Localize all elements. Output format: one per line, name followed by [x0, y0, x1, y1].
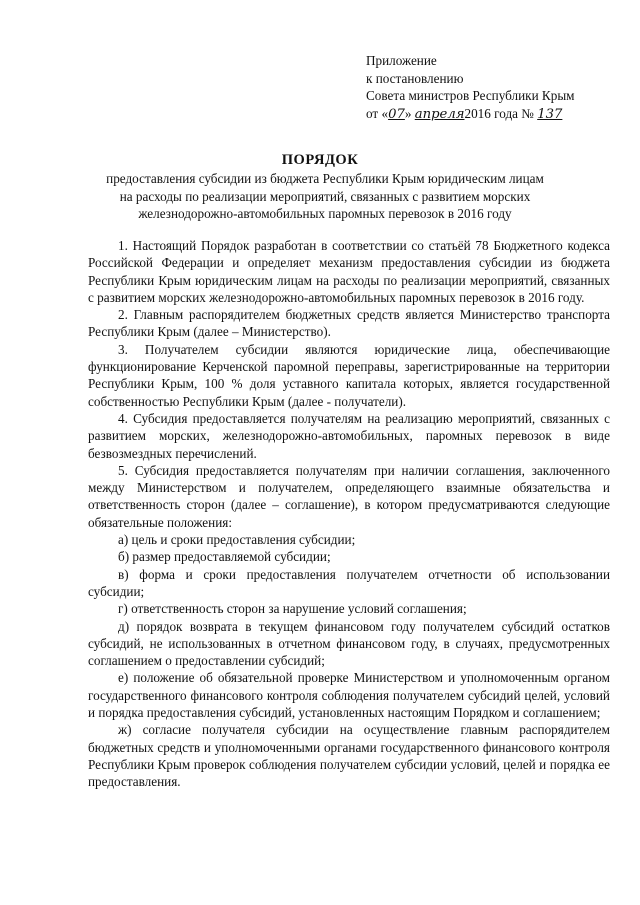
- date-prefix: от «: [366, 105, 389, 121]
- appendix-block: [366, 52, 626, 123]
- date-day-handwritten: 07: [388, 106, 405, 122]
- appendix-date-line: [366, 105, 626, 124]
- paragraph-2: 2. Главным распорядителем бюджетных средств является Министерство транспорта Республики Крым (далее – Министерство).: [88, 307, 610, 340]
- appendix-line-2: к постановлению: [366, 70, 464, 86]
- document-number-handwritten: 137: [537, 106, 563, 122]
- subitem-v: в) форма и сроки предоставления получателем отчетности об использовании субсидии;: [88, 566, 610, 599]
- subitem-a: а) цель и сроки предоставления субсидии;: [118, 532, 356, 548]
- document-subtitle: предоставления субсидии из бюджета Республики Крым юридическим лицам на расходы по реализации мероприятий, связанных с развитием морских железнодорожно-автомобильных паромных перевозок в 2016 году: [106, 171, 544, 222]
- appendix-line-3: Совета министров Республики Крым: [366, 88, 575, 103]
- document-title: ПОРЯДОК: [281, 152, 359, 168]
- document-body: [88, 237, 610, 791]
- paragraph-5: 5. Субсидия предоставляется получателям при наличии соглашения, заключенного между Министерством и получателем, определяющего взаимные обязательства и ответственность сторон (далее – соглашение), в котором предусматриваются следующие обязательные положения:: [88, 462, 610, 530]
- subitem-b: б) размер предоставляемой субсидии;: [118, 549, 331, 565]
- date-mid: »: [404, 105, 415, 121]
- subitem-d: д) порядок возврата в текущем финансовом году получателем субсидий остатков субсидий, не использованных в отчетном финансовом году, в случаях, предусмотренных соглашением о предоставлении субсидий;: [88, 618, 610, 669]
- subitem-zh: ж) согласие получателя субсидии на осуществление главным распорядителем бюджетных средств и уполномоченными органами государственного финансового контроля Республики Крым проверок соблюдения получателем субсидии условий, целей и порядка ее предоставления.: [88, 722, 610, 790]
- subitem-e: е) положение об обязательной проверке Министерством и уполномоченным органом государственного финансового контроля соблюдения получателем субсидий целей, условий и порядка предоставления субсидий, установленных настоящим Порядком и соглашением;: [88, 670, 610, 721]
- paragraph-1: 1. Настоящий Порядок разработан в соответствии со статьёй 78 Бюджетного кодекса Российской Федерации и определяет механизм предоставления субсидии из бюджета Республики Крым юридическим лицам на расходы по реализации мероприятий, связанных с развитием морских железнодорожно-автомобильных паромных перевозок в 2016 году.: [88, 238, 610, 305]
- date-year: 2016 года №: [464, 105, 534, 121]
- date-month-handwritten: апреля: [414, 106, 465, 122]
- paragraph-4: 4. Субсидия предоставляется получателям на реализацию мероприятий, связанных с развитием морских, железнодорожно-автомобильных, паромных перевозок в виде безвозмездных перечислений.: [88, 410, 610, 461]
- subitem-g: г) ответственность сторон за нарушение условий соглашения;: [118, 601, 467, 617]
- paragraph-3: 3. Получателем субсидии являются юридические лица, обеспечивающие функционирование Керченской паромной переправы, зарегистрированные на территории Республики Крым, 100 % доля уставного капитала которых, является государственной собственностью Республики Крым (далее - получатели).: [88, 341, 610, 409]
- appendix-line-1: Приложение: [366, 53, 437, 68]
